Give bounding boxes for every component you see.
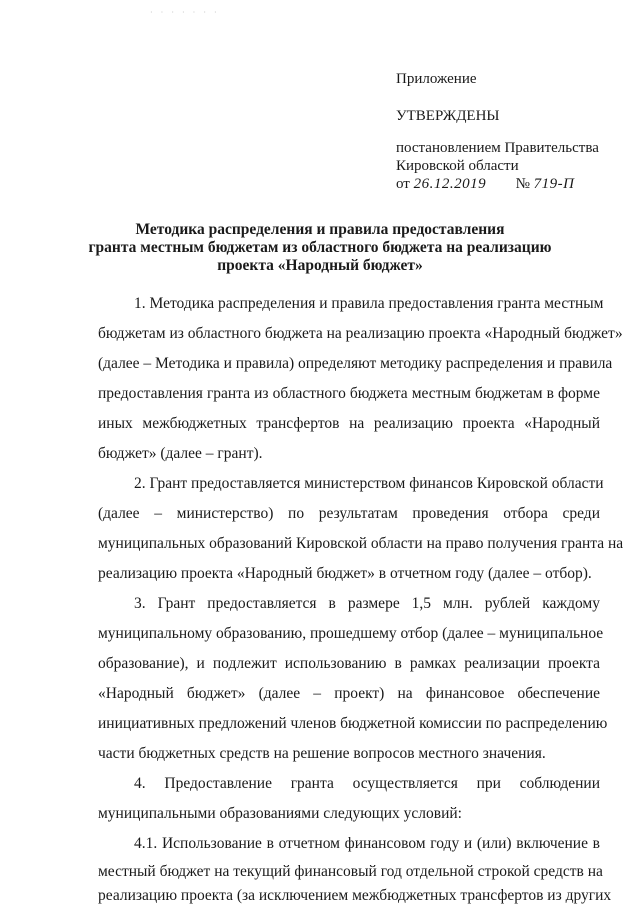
- body-line: 2. Грант предоставляется министерством финансов Кировской области: [134, 475, 604, 492]
- body-line: 4. Предоставление гранта осуществляется при соблюдении: [134, 775, 600, 792]
- title-line: проекта «Народный бюджет»: [217, 257, 423, 274]
- body-line: части бюджетных средств на решение вопросов местного значения.: [98, 745, 546, 762]
- resolution-line-1: постановлением Правительства: [396, 140, 599, 156]
- body-line: иных межбюджетных трансфертов на реализацию проекта «Народный: [98, 415, 600, 432]
- approved-label: УТВЕРЖДЕНЫ: [396, 108, 500, 124]
- body-line: муниципальных образований Кировской области на право получения гранта на: [98, 535, 624, 552]
- title-line: Методика распределения и правила предоставления: [135, 221, 505, 238]
- resolution-date-line: [396, 175, 626, 193]
- body-line: бюджетам из областного бюджета на реализацию проекта «Народный бюджет»: [98, 325, 623, 342]
- handwritten-number: 719-П: [533, 176, 575, 192]
- body-line: (далее – министерство) по результатам проведения отбора среди: [98, 505, 600, 522]
- body-line: реализацию проекта (за исключением межбюджетных трансфертов из других: [98, 887, 612, 904]
- title-line: гранта местным бюджетам из областного бюджета на реализацию: [88, 239, 552, 256]
- body-line: инициативных предложений членов бюджетной комиссии по распределению: [98, 715, 608, 732]
- body-line: реализацию проекта «Народный бюджет» в отчетном году (далее – отбор).: [98, 565, 592, 582]
- document-title: [60, 221, 580, 275]
- scan-artifact: · · · · · · ·: [150, 8, 220, 17]
- body-line: муниципальному образованию, прошедшему отбор (далее – муниципальное: [98, 625, 604, 642]
- body-line: 1. Методика распределения и правила предоставления гранта местным: [134, 295, 604, 312]
- body-line: 4.1. Использование в отчетном финансовом году и (или) включение в: [134, 835, 600, 852]
- body-line: 3. Грант предоставляется в размере 1,5 млн. рублей каждому: [134, 595, 600, 612]
- appendix-label: Приложение: [396, 71, 477, 87]
- resolution-line-2: Кировской области: [396, 158, 519, 174]
- handwritten-date: 26.12.2019: [413, 176, 487, 192]
- body-line: (далее – Методика и правила) определяют методику распределения и правила: [98, 355, 613, 372]
- body-line: бюджет» (далее – грант).: [98, 445, 263, 462]
- body-line: муниципальными образованиями следующих условий:: [98, 805, 462, 822]
- body-line: местный бюджет на текущий финансовый год отдельной строкой средств на: [98, 863, 603, 880]
- number-prefix: №: [515, 176, 530, 192]
- body-line: образование), и подлежит использованию в рамках реализации проекта: [98, 655, 600, 672]
- date-prefix: от: [396, 176, 410, 192]
- body-line: «Народный бюджет» (далее – проект) на финансовое обеспечение: [98, 685, 600, 702]
- body-line: предоставления гранта из областного бюджета местным бюджетам в форме: [98, 385, 600, 402]
